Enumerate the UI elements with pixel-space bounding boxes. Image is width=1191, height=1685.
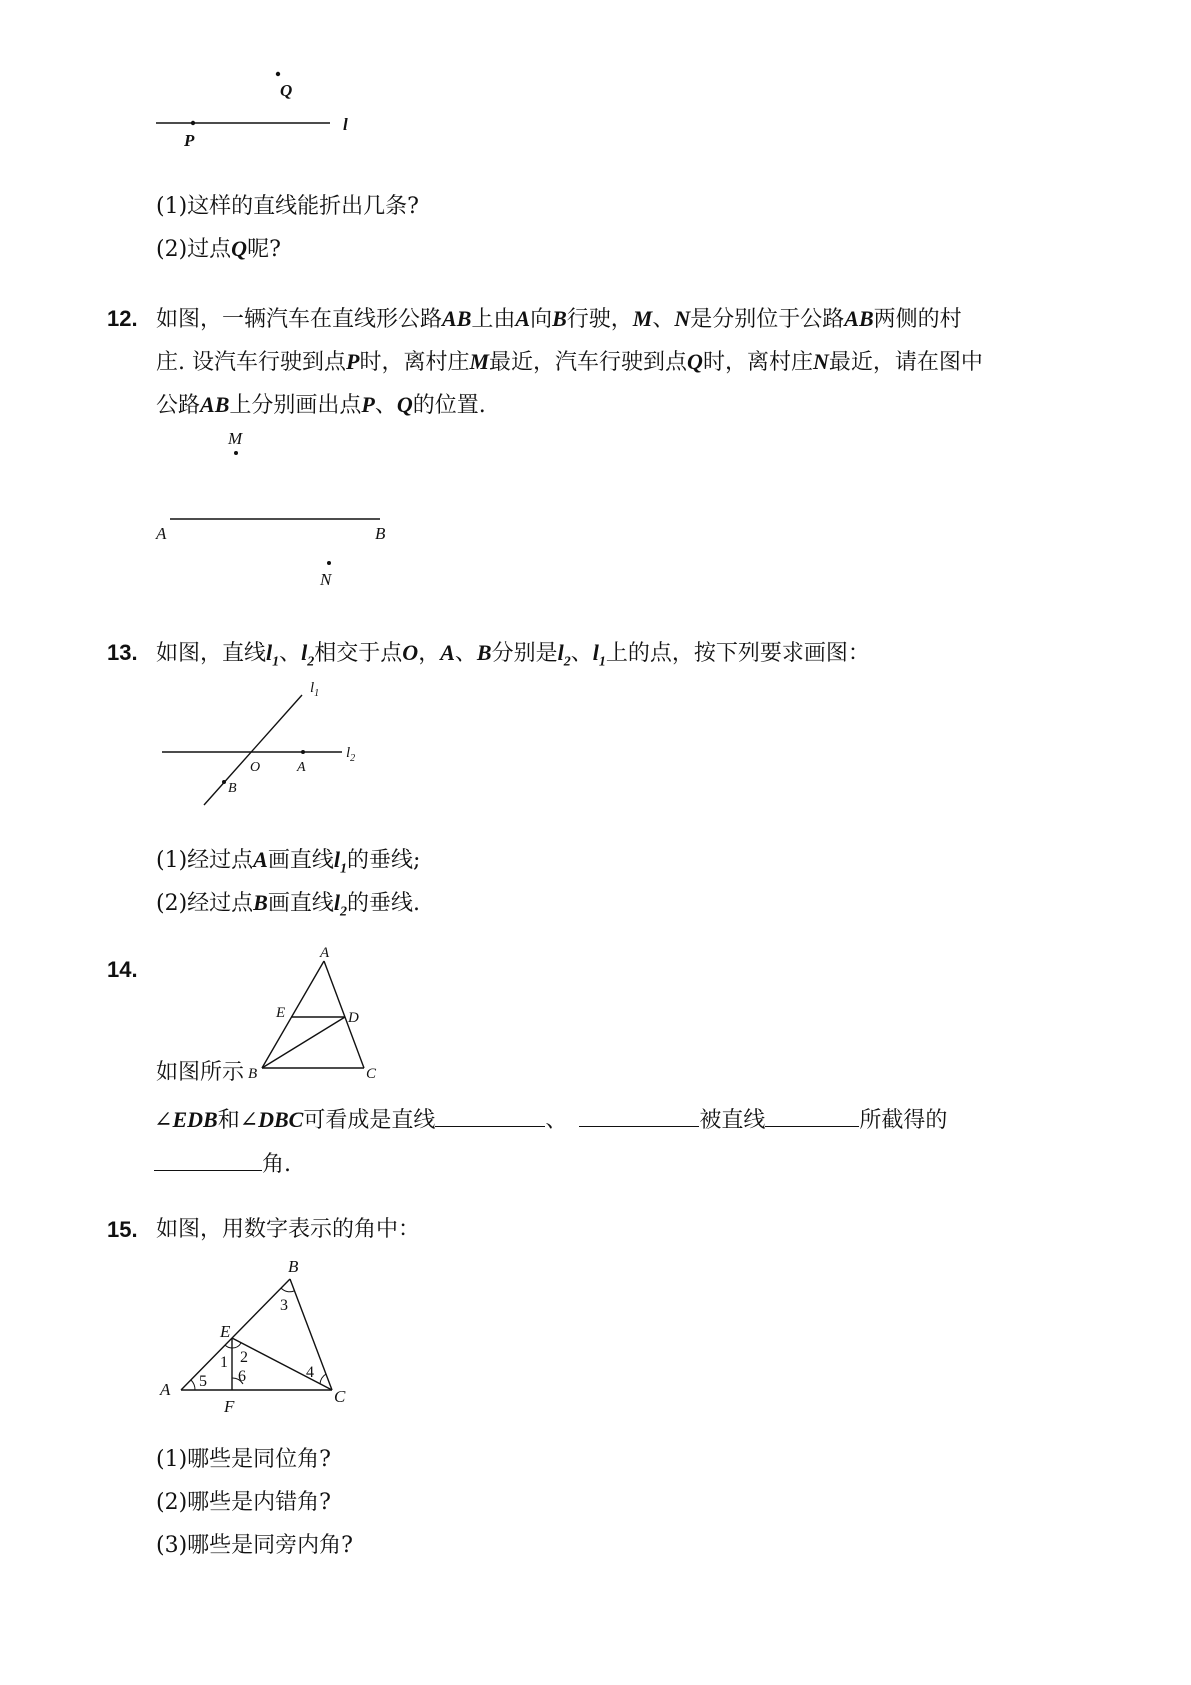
point-b: [222, 780, 226, 784]
q15-number: 15.: [107, 1217, 138, 1242]
q15-part2: (2)哪些是内错角?: [156, 1490, 331, 1515]
label-e: E: [220, 1322, 231, 1341]
q12-number: 12.: [107, 306, 138, 331]
segment-bd: [262, 1017, 345, 1068]
side-ab: [262, 961, 324, 1068]
point-p: [191, 121, 195, 125]
q15-part1: (1)哪些是同位角?: [156, 1447, 331, 1472]
angle-number-2: 2: [240, 1349, 248, 1366]
point-a: [301, 750, 305, 754]
angle-number-3: 3: [280, 1297, 288, 1314]
q14-line1: ∠EDB和∠DBC可看成是直线 、 被直线 所截得的: [154, 1104, 947, 1136]
label-f: F: [224, 1397, 235, 1415]
q14-caption: 如图所示: [156, 1060, 245, 1085]
label-d: D: [348, 1010, 359, 1026]
q15-part3: (3)哪些是同旁内角?: [156, 1533, 353, 1558]
blank-2[interactable]: [579, 1104, 699, 1127]
q12-line2: 庄. 设汽车行驶到点P时，离村庄M最近，汽车行驶到点Q时，离村庄N最近，请在图中: [156, 349, 983, 375]
label-q: Q: [280, 81, 293, 100]
label-c: C: [366, 1066, 377, 1082]
label-c: C: [334, 1387, 346, 1406]
label-l1: $l_1$: [310, 680, 320, 699]
q14-number: 14.: [107, 957, 138, 982]
q12-line3: 公路AB上分别画出点P、Q的位置.: [156, 392, 486, 418]
q14-line2: 角.: [154, 1148, 291, 1180]
label-b: B: [228, 781, 237, 796]
label-b: B: [248, 1066, 258, 1082]
blank-3[interactable]: [765, 1104, 859, 1127]
angle-number-1: 1: [220, 1354, 228, 1371]
point-q: [276, 72, 280, 76]
angle-number-4: 4: [306, 1364, 314, 1381]
label-p: P: [184, 131, 195, 150]
figure-q11: [140, 60, 360, 160]
label-o: O: [250, 760, 261, 775]
angle-number-6: 6: [238, 1368, 246, 1385]
label-b: B: [375, 524, 386, 543]
arc-angle-5: [191, 1380, 195, 1390]
label-e: E: [276, 1005, 286, 1021]
label-a: A: [156, 524, 167, 543]
figure-q15: [150, 1250, 370, 1415]
point-m: [234, 451, 238, 455]
label-a: A: [320, 945, 330, 961]
label-m: M: [228, 429, 243, 448]
blank-1[interactable]: [435, 1104, 545, 1127]
label-b: B: [288, 1257, 299, 1276]
arc-angle-1: [225, 1345, 232, 1348]
figure-q12: [150, 420, 400, 590]
q11-part2: (2)过点Q呢?: [156, 236, 281, 262]
figure-q14: [240, 945, 390, 1085]
q13-part2: (2)经过点B画直线$l_2$的垂线.: [156, 890, 420, 920]
q11-part1: (1)这样的直线能折出几条?: [156, 194, 419, 219]
q13-part1: (1)经过点A画直线$l_1$的垂线;: [156, 847, 421, 877]
label-a: A: [297, 760, 306, 775]
label-l2: $l_2$: [346, 745, 356, 764]
label-a: A: [160, 1380, 171, 1399]
line-l1: [204, 695, 302, 805]
arc-angle-4: [320, 1374, 326, 1384]
angle-number-5: 5: [199, 1373, 207, 1390]
label-n: N: [320, 570, 332, 589]
figure-q13: [150, 675, 370, 815]
q15-stem: 如图，用数字表示的角中：: [156, 1217, 421, 1242]
arc-angle-3: [281, 1288, 294, 1292]
q13-stem: 如图，直线$l_1$、$l_2$相交于点O，A、B分别是$l_2$、$l_1$上的点，按下列要求画图：: [156, 640, 870, 670]
arc-angle-2: [232, 1343, 241, 1348]
q12-line1: 如图，一辆汽车在直线形公路AB上由A向B行驶，M、N是分别位于公路AB两侧的村: [156, 306, 962, 332]
blank-4[interactable]: [154, 1148, 262, 1171]
side-ab: [181, 1279, 290, 1390]
q13-number: 13.: [107, 640, 138, 665]
label-l: l: [343, 115, 348, 134]
point-n: [327, 561, 331, 565]
